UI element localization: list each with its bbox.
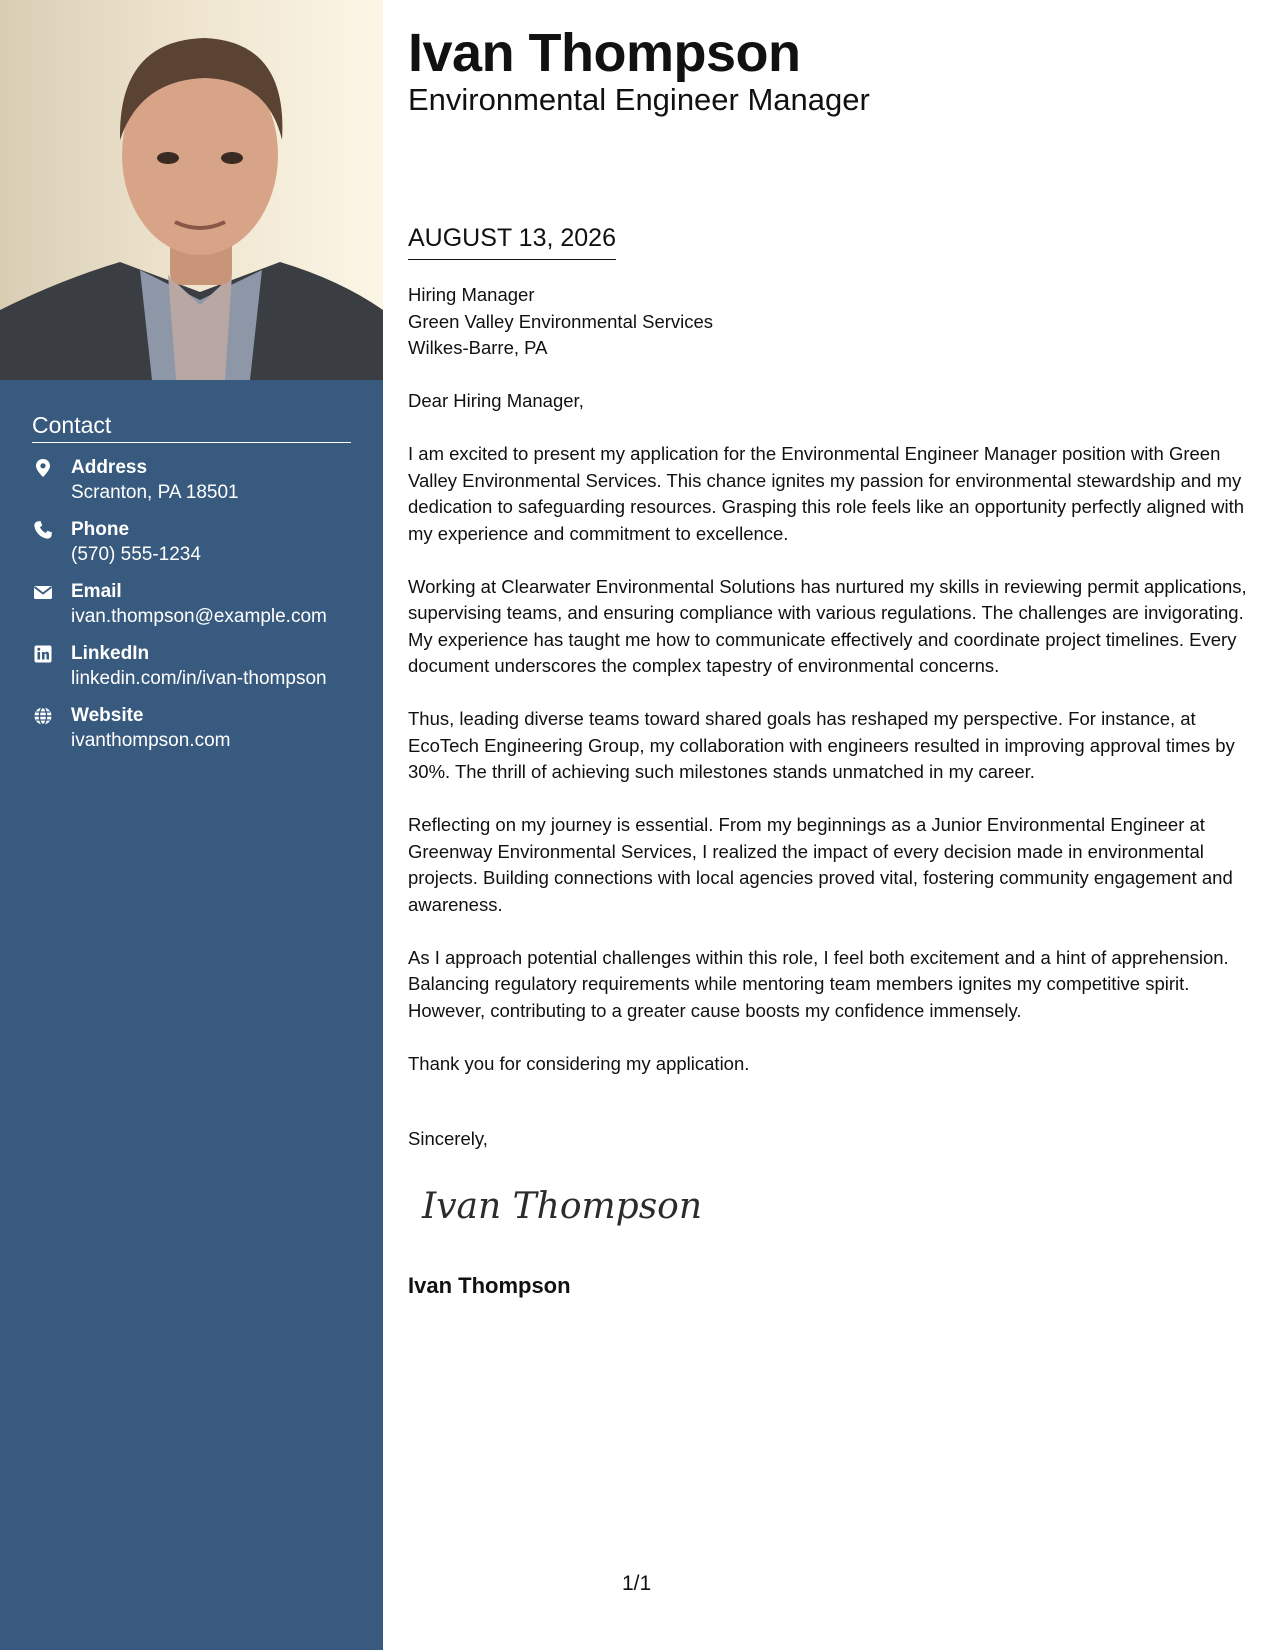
contact-value: linkedin.com/in/ivan-thompson — [71, 668, 327, 689]
contact-address — [32, 456, 351, 505]
contact-value: Scranton, PA 18501 — [71, 482, 239, 503]
contact-linkedin — [32, 642, 351, 691]
contact-label: Website — [71, 705, 144, 726]
contact-phone — [32, 518, 351, 567]
body-paragraph: Thus, leading diverse teams toward shared goals has reshaped my perspective. For instance, at EcoTech Engineering Group, my collaboration with engineers resulted in improving approval times by 30%. The thrill of achieving such milestones stands unmatched in my career. — [408, 708, 1235, 782]
sidebar — [0, 0, 383, 1650]
linkedin-icon — [33, 644, 53, 664]
body-paragraph: As I approach potential challenges within this role, I feel both excitement and a hint of apprehension. Balancing regulatory requirements while mentoring team members ignites my competitive spirit. However, contributing to a greater cause boosts my confidence immensely. — [408, 946, 1229, 1021]
body-paragraph: I am excited to present my application for the Environmental Engineer Manager position with Green Valley Environmental Services. This chance ignites my passion for environmental stewardship and my dedication to safeguarding resources. Grasping this role feels like an opportunity perfectly aligned with my experience and commitment to excellence. — [408, 443, 1245, 544]
letter-date: AUGUST 13, 2026 — [408, 224, 616, 260]
contact-email — [32, 580, 351, 629]
signature: Ivan Thompson — [422, 1186, 703, 1227]
recipient-line: Hiring Manager — [408, 284, 535, 305]
letter-body — [408, 388, 1248, 1104]
recipient-line: Wilkes-Barre, PA — [408, 337, 548, 358]
globe-icon — [33, 706, 53, 726]
contact-label: Phone — [71, 519, 130, 540]
contact-value: ivan.thompson@example.com — [71, 606, 327, 627]
salutation: Dear Hiring Manager, — [408, 390, 584, 411]
body-paragraph: Reflecting on my journey is essential. From my beginnings as a Junior Environmental Engineer at Greenway Environmental Services, I realized the impact of every decision made in environmental projects. Building connections with local agencies proved vital, fostering community engagement and awareness. — [408, 814, 1233, 915]
applicant-title: Environmental Engineer Manager — [408, 82, 870, 117]
body-paragraph: Thank you for considering my application. — [408, 1052, 750, 1074]
contact-value: ivanthompson.com — [71, 730, 231, 751]
page-number: 1/1 — [622, 1572, 652, 1595]
contact-value: (570) 555-1234 — [71, 544, 201, 565]
body-paragraph: Working at Clearwater Environmental Solutions has nurtured my skills in reviewing permit applications, supervising teams, and ensuring compliance with various regulations. The challenges are invigorating. My experience has taught me how to communicate effectively and coordinate project timelines. Every document underscores the complex tapestry of environmental concerns. — [408, 575, 1247, 676]
envelope-icon — [33, 582, 53, 602]
phone-icon — [33, 520, 53, 540]
applicant-name: Ivan Thompson — [408, 23, 801, 83]
contact-section — [32, 412, 351, 753]
recipient-block — [408, 282, 713, 362]
closing: Sincerely, — [408, 1128, 488, 1149]
contact-label: Address — [71, 457, 148, 478]
signed-name: Ivan Thompson — [408, 1273, 571, 1298]
contact-heading: Contact — [32, 412, 351, 443]
contact-label: Email — [71, 581, 122, 602]
profile-photo — [0, 0, 383, 380]
contact-label: LinkedIn — [71, 643, 150, 664]
recipient-line: Green Valley Environmental Services — [408, 310, 714, 332]
contact-website — [32, 704, 351, 753]
location-pin-icon — [33, 458, 53, 478]
